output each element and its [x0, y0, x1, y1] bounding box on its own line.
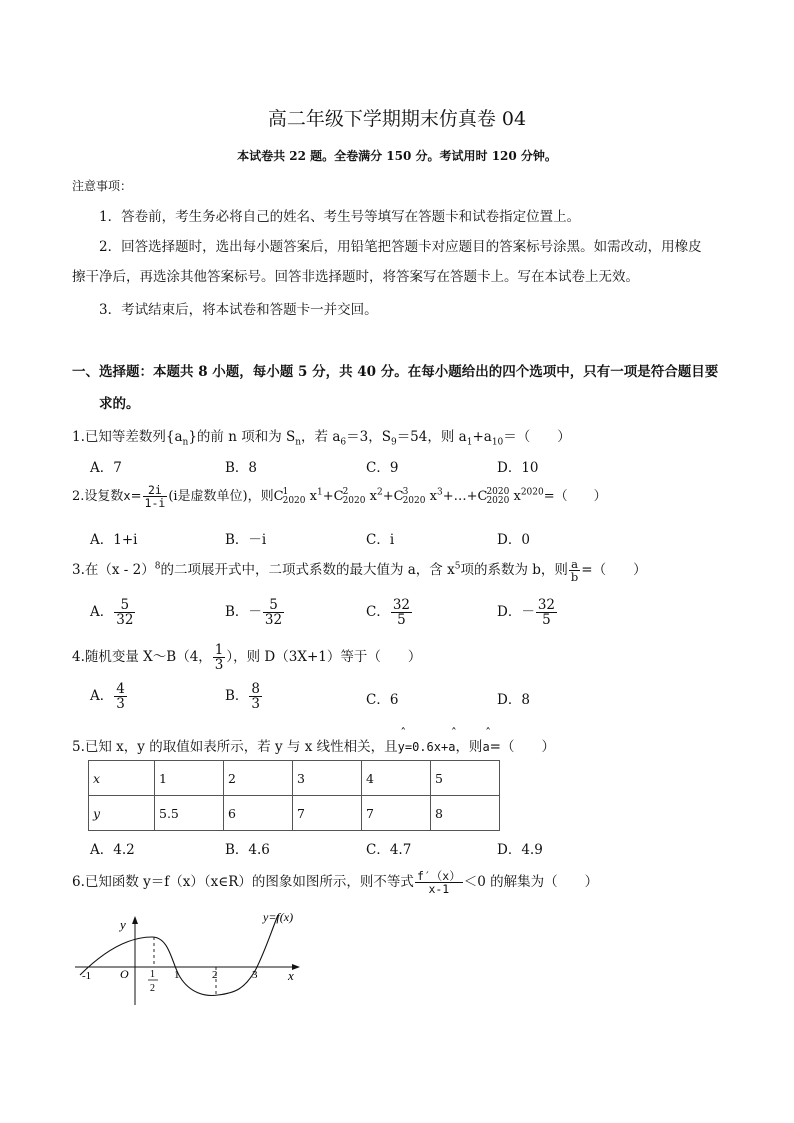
note-2-cont: 擦干净后，再选涂其他答案标号。回答非选择题时，将答案写在答题卡上。写在本试卷上无效。 — [72, 269, 639, 285]
tick-label: 2 — [150, 983, 155, 994]
note-3: 3．考试结束后，将本试卷和答题卡一并交回。 — [99, 302, 378, 318]
table-cell: 7 — [362, 796, 431, 831]
table-cell: 6 — [224, 796, 293, 831]
q3-option-c: C． $\frac{32}{5}$ — [366, 597, 411, 629]
q1-option-a: A．7 — [90, 460, 122, 476]
q3-option-a: A． $\frac{5}{32}$ — [90, 597, 134, 629]
question-3: 3.在（x - 2）$^8$的二项展开式中，二项式系数的最大值为 a，含 $x^5$项的系数为 b，则 $\frac{a}{b}$ =（ ） — [72, 557, 647, 585]
q4-option-d: D．8 — [497, 692, 530, 708]
tick-label: -1 — [82, 970, 92, 982]
table-cell: 2 — [224, 761, 293, 796]
section-heading-cont: 求的。 — [99, 396, 140, 412]
q2-option-c: C．i — [366, 532, 395, 548]
q1-option-c: C．9 — [366, 460, 399, 476]
q2-option-d: D．0 — [497, 532, 530, 548]
q3-option-b: B．－ $\frac{5}{32}$ — [225, 597, 283, 629]
question-1: 1.已知等差数列$\{a_n\}$的前 n 项和为 $S_n$，若 $a_6=3$，$S_9=54$，则 $a_1+a_{10}=$（ ） — [72, 429, 571, 448]
y-axis-arrow — [132, 916, 138, 924]
note-1: 1．答卷前，考生务必将自己的姓名、考生号等填写在答题卡和试卷指定位置上。 — [99, 209, 581, 225]
q2-option-a: A．1+i — [90, 532, 138, 548]
question-2: 2.设复数x= $\frac{2i}{1-i}$ (i是虚数单位)，则C 1 2020 $x^1+C$ 2 2020 $x^2+C$ 3 2020 $x^3+\dots+C$ 2020 2020 $x^{2020}=$（ ） — [72, 483, 607, 511]
page-title: 高二年级下学期期末仿真卷 04 — [267, 108, 527, 130]
q5-option-c: C．4.7 — [366, 842, 412, 858]
function-label: y=f(x) — [263, 910, 294, 924]
note-2: 2．回答选择题时，选出每小题答案后，用铅笔把答题卡对应题目的答案标号涂黑。如需改动，用橡皮 — [99, 239, 702, 255]
q4-option-a: A． $\frac{4}{3}$ — [90, 681, 125, 713]
tick-label: 2 — [212, 969, 218, 981]
table-row — [89, 796, 500, 831]
q1-option-d: D．10 — [497, 460, 539, 476]
function-graph — [70, 905, 310, 1010]
q1-option-b: B．8 — [225, 460, 258, 476]
table-cell: 8 — [431, 796, 500, 831]
table-cell: 5 — [431, 761, 500, 796]
table-cell: 4 — [362, 761, 431, 796]
q4-option-b: B． $\frac{8}{3}$ — [225, 681, 261, 713]
origin-label: O — [120, 967, 129, 981]
q5-option-d: D．4.9 — [497, 842, 543, 858]
tick-label: 3 — [252, 969, 258, 981]
q5-option-a: A．4.2 — [90, 842, 135, 858]
function-curve — [80, 915, 278, 995]
q2-option-b: B．－i — [225, 532, 267, 548]
table-cell: 5.5 — [155, 796, 224, 831]
notes-header: 注意事项： — [72, 179, 133, 193]
question-4: 4.随机变量 X～B（4， $\frac{1}{3}$ ），则 D（3X+1）等于（ ） — [72, 642, 422, 674]
q3-option-d: D．－ $\frac{32}{5}$ — [497, 597, 556, 629]
table-cell: 3 — [293, 761, 362, 796]
table-cell: x — [89, 761, 155, 796]
section-heading: 一、选择题：本题共 8 小题，每小题 5 分，共 40 分。在每小题给出的四个选项中，只有一项是符合题目要 — [72, 364, 719, 380]
table-cell: 7 — [293, 796, 362, 831]
x-label: x — [288, 968, 294, 983]
q5-option-b: B．4.6 — [225, 842, 270, 858]
table-row — [89, 761, 500, 796]
table-cell: 1 — [155, 761, 224, 796]
xy-table — [88, 760, 500, 831]
q4-option-c: C．6 — [366, 692, 399, 708]
exam-info: 本试卷共 22 题。全卷满分 150 分。考试用时 120 分钟。 — [237, 149, 557, 163]
tick-label: 1 — [174, 969, 180, 981]
tick-label: 1 — [150, 969, 155, 980]
table-cell: y — [89, 796, 155, 831]
question-6: 6.已知函数 y＝f（x）（x∈R）的图象如图所示，则不等式 $\frac{f'(x)}{x-1}$ ＜0 的解集为（ ） — [72, 869, 599, 897]
question-5: 5.已知 x，y 的取值如表所示，若 y 与 x 线性相关，且ˆ y=0.6x+ˆ a，则ˆ a=（ ） — [72, 735, 555, 755]
y-label: y — [120, 917, 126, 932]
